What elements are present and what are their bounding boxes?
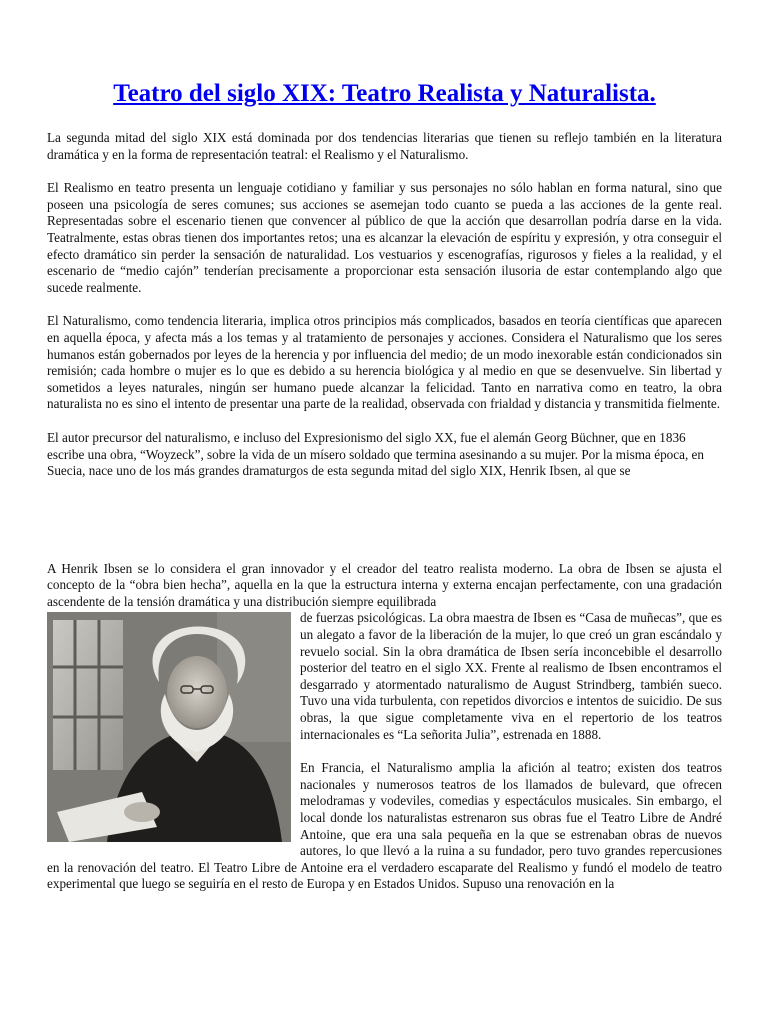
paragraph-naturalismo: El Naturalismo, como tendencia literaria, implica otros principios más complicados, basados en teoría científicas que aparecen en aquella época, y afecta más a los temas y al tratamiento de personajes y acciones. Considera el Naturalismo que los seres humanos están gobernados por leyes de la herencia y por influencia del medio; de un modo inexorable están condicionados sin remisión; cada hombre o mujer es lo que es debido a su herencia biológica y al medio en que se desenvuelve. Sin libertad y sometidos a leyes naturales, ningún ser humano puede alcanzar la felicidad. Tanto en narrativa como en teatro, la obra naturalista no es sino el intento de presentar una parte de la realidad, observada con frialdad y distancia y transmitida fielmente.	[47, 313, 722, 412]
paragraph-intro: La segunda mitad del siglo XIX está dominada por dos tendencias literarias que tienen su reflejo también en la literatura dramática y en la forma de representación teatral: el Realismo y el Naturalismo.	[47, 130, 722, 162]
paragraph-ibsen-obra: de fuerzas psicológicas. La obra maestra de Ibsen es “Casa de muñecas”, que es un alegato a favor de la liberación de la mujer, lo que creó un gran escándalo y revuelo social. Sin la obra dramática de Ibsen sería inconcebible el desarrollo posterior del teatro en el siglo XX. Frente al realismo de Ibsen encontramos el desgarrado y atormentado naturalismo de August Strindberg, también sueco. Tuvo una vida turbulenta, con repetidos divorcios e intentos de suicidio. De sus obras, la que sigue completamente viva en el repertorio de los teatros internacionales es “La señorita Julia”, estrenada en 1888.	[300, 610, 722, 742]
paragraph-ibsen-intro: A Henrik Ibsen se lo considera el gran innovador y el creador del teatro realista moderno. La obra de Ibsen se ajusta el concepto de la “obra bien hecha”, aquella en la que la estructura interna y externa encajan perfectamente, con una gradación ascendente de la tensión dramática y una distribución siempre equilibrada	[47, 560, 722, 609]
document-title[interactable]: Teatro del siglo XIX: Teatro Realista y Naturalista.	[113, 80, 656, 107]
paragraph-precursor: El autor precursor del naturalismo, e incluso del Expresionismo del siglo XX, fue el alemán Georg Büchner, que en 1836 escribe una obra, “Woyzeck”, sobre la vida de un mísero soldado que termina asesinando a su mujer. Por la misma época, en Suecia, nace uno de los más grandes dramaturgos de esta segunda mitad del siglo XIX, Henrik Ibsen, al que se	[47, 429, 704, 479]
paragraph-francia: En Francia, el Naturalismo amplia la afición al teatro; existen dos teatros nacionales y numerosos teatros de los llamados de bulevard, que ofrecen melodramas y vodeviles, comedias y espectáculos musicales. Sin embargo, el local donde los naturalistas estrenaron sus obras fue el Teatro Libre de André Antoine, que era una sala pequeña en la que se estrenaban obras de nuevos autores, lo que llevó a la ruina a su fundador, pero tuvo grandes repercusiones en la renovación del teatro. El Teatro Libre de Antoine era el verdadero escaparate del Realismo y fundó el modelo de teatro experimental que luego se seguiría en el resto de Europa y en Estados Unidos. Supuso una renovación en la	[47, 760, 722, 892]
document-page	[47, 78, 722, 893]
portrait-photo-icon	[47, 612, 291, 842]
paragraph-realismo: El Realismo en teatro presenta un lenguaje cotidiano y familiar y sus personajes no sólo hablan en forma natural, sino que poseen una psicología de seres comunes; sus acciones se asemejan todo cuanto se pueda a las acciones de la gente real. Representadas sobre el escenario tienen que convencer al público de que la acción que desarrollan podría darse en la vida. Teatralmente, estas obras tienen dos importantes retos; una es alcanzar la elevación de espíritu y expresión, y otra conseguir el efecto dramático sin perder la sensación de naturalidad. Los vestuarios y escenografías, rigurosos y fieles a la realidad, y el escenario de “medio cajón” tenderían precisamente a proporcionar esta sensación ilusoria de estar contemplando algo que sucede realmente.	[47, 180, 722, 295]
blank-space	[47, 480, 722, 561]
ibsen-portrait-image	[47, 612, 291, 842]
